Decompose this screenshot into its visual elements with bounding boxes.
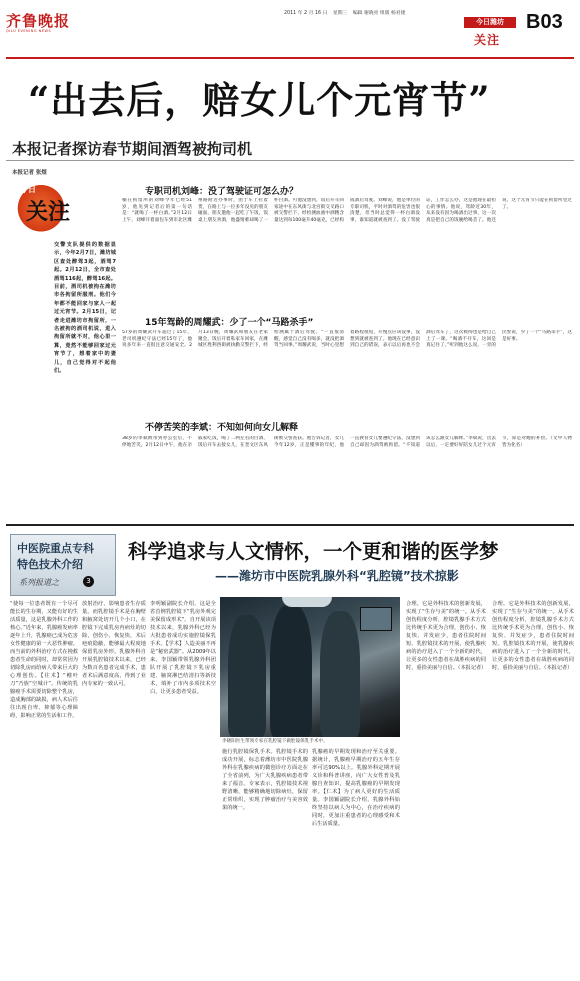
section1-title: 专职司机刘峰：没了驾驶证可怎么办？ xyxy=(145,187,299,197)
surgical-light xyxy=(282,597,332,607)
series-box-series: 系列报道之 xyxy=(19,578,59,587)
date-line: 2011 年 2 月 16 日 xyxy=(284,11,328,16)
today-focus-small: 今日 xyxy=(20,185,36,194)
section1-body: 躺在拘留所的刘峰今年已经51岁，他见到记者后的第一句话是：“就喝了一杯白酒。”2月12日上午，刘峰开着面包车到市北区潍州路附近办事时，由于车上拉着货，在路上与一位多年没见的朋友碰面，朋友邀他一起吃了午饭，饭桌上朋友劝酒，他盛情难却喝了一杯白酒。可他没想到，饭后开车回家途中在东风街与北宫街交叉路口被交警拦下，经检测血液中酒精含量达到每100毫升40毫克，已经构成酒后驾驶。刘峰说，他是单位的专职司机，平时对酒驾的危害也很清楚，但当时总觉得一杯白酒没事，谁知道就被查到了。没了驾驶证，工作怎么办，这是他现在最担心的事情。他说，驾龄近30年，从来没有因为喝酒出过事，这一次真是把自己的饭碗给喝丢了。他还说，这个元宵节只能在拘留所里过了。 xyxy=(122,198,572,223)
surgery-photo xyxy=(220,597,400,737)
story2-col1: “使每一位患者既有一个尽可能长的生存期，又能有好的生活质量，这是乳腺外科工作的核心。”近年来，乳腺癌发病率逐年上升，乳腺癌已成为危害女性健康的第一大恶性肿瘤。而当前的外科治疗方式在挽救患者生命的同时，却常常因为切除乳房而给病人带来巨大的心理创伤。【往术】“鳝叶刀”乃族“空城计”。传统的乳腺癌手术需要切除整个乳房，造成胸部的缺损，病人术后往往出现自卑、抑郁等心理障碍，影响正常的生活和工作。 xyxy=(10,601,78,719)
paper-pinyin: QILU EVENING NEWS xyxy=(6,29,52,33)
series-number: 3 xyxy=(86,577,91,585)
paper-name: 齐鲁晚报 xyxy=(6,12,71,30)
column-label: 关注 xyxy=(474,33,501,47)
series-box-title2: 特色技术介绍 xyxy=(17,558,83,571)
story2-col4: 乳腺癌的早期发现和治疗至关重要。据统计，乳腺癌早期治疗的五年生存率可达90%以上。乳腺外科定期开展义诊和科普讲座，向广大女性普及乳腺自查知识，提高乳腺癌的早期发现率。【仁术】为了病人更好的生活质量。李国颖副院长介绍，乳腺外科始终坚持以病人为中心，在治疗疾病的同时，更加注重患者的心理感受和术后生活质量。 xyxy=(312,749,400,827)
today-focus-big: 关注 xyxy=(26,199,71,225)
story2-col5: 合理。它是外科技术的创新发展，实现了“生存与美”的统一。从手术创伤程度分析，腔镜乳腺手术方式比传统手术更为合理，创伤小、恢复快、并发症少，患者住院时间短。乳腔镜技术的开展，使乳腺疾病的治疗进入了一个全新的时代，让更多的女性患者在战胜疾病的同时，重拾美丽与自信。（本报记者） xyxy=(406,601,486,671)
story1-lede: 交警支队提供的数据显示，今年2月7日，潍坊城区查处醉驾3起，酒驾7起。2月12日，全市查处酒驾116起，醉驾16起。目前，酒司机被拘在潍坊市各拘留所服刑。他们今年都不能回家与家人一起过元宵节。2月15日，记者走进潍坊市拘留所，一名被拘的酒司机说，进入拘留所就不对，他心里一算，竟然不能够回家过元宵节了，想着家中的妻儿，自己觉得对不起他们。 xyxy=(54,242,116,375)
section3-title: 不停苦笑的李斌：不知如何向女儿解释 xyxy=(145,423,299,433)
story2-col2b: 李明颖副院长介绍，这是全省首例乳腔镜下“乳房外观完美保留成形术”。自开展该项技术以来，乳腺外科已经为大批患者成功实施腔镜保乳手术。【学术】人造美丽不再是“秘密武器”。从2009年以来，李国颖带领乳腺外科团队开展了乳腔镜下乳房重建、腋窝淋巴结清扫等新技术，填补了市内多项技术空白，让更多患者受益。 xyxy=(150,601,216,695)
story2-col6: 合理。它是外科技术的创新发展，实现了“生存与美”的统一。从手术创伤程度分析，腔镜乳腺手术方式比传统手术更为合理，创伤小、恢复快、并发症少，患者住院时间短。乳腔镜技术的开展，使乳腺疾病的治疗进入了一个全新的时代，让更多的女性患者在战胜疾病的同时，重拾美丽与自信。（本报记者） xyxy=(492,601,574,671)
story2-subhead: ——潍坊市中医院乳腺外科“乳腔镜”技术掠影 xyxy=(215,569,459,583)
section2-body: 57岁的周耀武开车超过了15年，老司机遵纪守法已经15年了，他说多年来一直很注意交通安全。2月13日晚，周耀武和朋友在老家聚会，饭后开着私家车回家，在潍城区胜利西街被执勤交警拦下，经检测属于酒后驾驶。“一直很清醒，感觉自己没有喝多，就没把酒驾当回事。”周耀武说，当时心里想着路程很短，开慢点应该没事，没想到就被查到了。他现在已经意识到自己的错误，表示以后再也不会酒后驾车了，这次被拘也是给自己上了一课。“喝酒不开车，这回是真记住了。”听到他这么说，一旁的民警说，少了一个“马路杀手”，这是好事。 xyxy=(122,330,572,349)
story1-subhead: 本报记者探访春节期间酒驾被拘司机 xyxy=(12,140,253,158)
series-number-badge xyxy=(83,576,94,587)
surgeon-figure xyxy=(228,615,266,737)
story1-byline: 本报记者 张煜 xyxy=(12,170,47,176)
weekday: 星期三 xyxy=(332,11,348,16)
story2-headline: 科学追求与人文情怀，一个更和谐的医学梦 xyxy=(128,540,499,563)
story-divider xyxy=(6,524,574,526)
section-badge xyxy=(464,17,516,28)
editor-line: 编辑 谢晓亮 组版 杨君捷 xyxy=(352,11,406,16)
series-box xyxy=(10,534,116,596)
page-number: B03 xyxy=(526,11,563,33)
story2-col2: 放射治疗，影响患者生存质量。而乳腔镜手术是在胸壁和腋窝处切开几个小口，在腔镜下完成乳房内病灶的切除，创伤小，恢复快，术后疤痕隐蔽，能够最大程度地保留乳房外形。乳腺外科自开展乳腔镜技术以来，已经为数百名患者完成手术，患者术后满意度高，得到了业内专家的一致认可。 xyxy=(82,601,146,687)
subhead-rule xyxy=(6,160,574,161)
section3-body: 38岁的李斌被带到办公室后，不停地苦笑。2月12日中午，他在亲戚家吃饭，喝了二两左右的白酒，饭后开车去接女儿，在奎文区东风街被交警查获。他告诉记者，女儿今年12岁，正是懂事的年纪，他一直教育女儿要遵纪守法，没想到自己却因为酒驾被拘留。“不知道该怎么跟女儿解释。”李斌说，出去以后，一定要好好陪女儿过个元宵节，算是对她的补偿。（文中人物皆为化名） xyxy=(122,436,572,448)
header-rule xyxy=(6,57,574,59)
today-focus-tag xyxy=(12,178,70,233)
story2-col3: 施行乳腔镜保乳手术。乳腔镜手术的成功开展，标志着潍坊市中医院乳腺外科在乳腺疾病的微创诊疗方面走在了全省前列，为广大乳腺疾病患者带来了福音。专家表示，乳腔镜技术视野清晰，能够精确地切除病灶，保留正常组织，实现了肿瘤治疗与美容效果的统一。 xyxy=(222,749,308,811)
surgeon-figure xyxy=(320,611,360,737)
surgeon-figure xyxy=(270,605,312,737)
story1-headline: “出去后，赔女儿个元宵节” xyxy=(28,78,491,122)
section2-title: 15年驾龄的周耀武：少了一个“马路杀手” xyxy=(145,318,314,328)
monitor xyxy=(360,607,392,631)
series-box-title1: 中医院重点专科 xyxy=(17,542,94,555)
section-label: 今日潍坊 xyxy=(476,18,504,26)
masthead xyxy=(6,6,576,58)
photo-caption: 李晓阳医生带领专家在乳腔镜下做腔镜保乳手术中。 xyxy=(222,739,328,744)
